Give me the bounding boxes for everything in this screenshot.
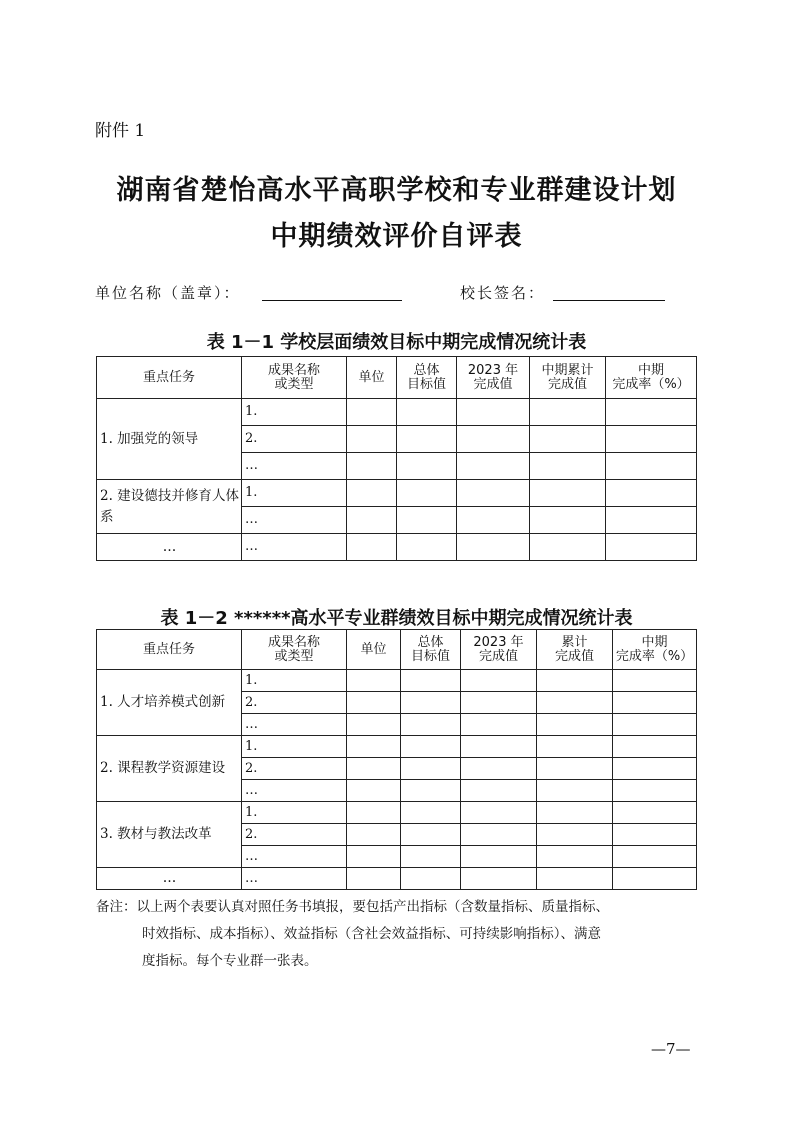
value-cell[interactable]: [613, 824, 697, 846]
table-row: [97, 868, 697, 890]
column-header: 中期累计 完成值: [530, 357, 606, 399]
value-cell[interactable]: [397, 480, 457, 507]
outcome-cell[interactable]: 2.: [242, 426, 347, 453]
column-header: 成果名称 或类型: [242, 357, 347, 399]
value-cell[interactable]: [537, 780, 613, 802]
column-header: 中期 完成率（%）: [606, 357, 697, 399]
outcome-cell[interactable]: 2.: [242, 758, 347, 780]
value-cell[interactable]: [347, 670, 401, 692]
document-title-line2: 中期绩效评价自评表: [270, 221, 523, 252]
header-row: [97, 630, 697, 670]
value-cell[interactable]: [347, 534, 397, 561]
remarks: [96, 894, 701, 975]
key-task-cell: 2. 课程教学资源建设: [97, 736, 242, 802]
value-cell[interactable]: [461, 846, 537, 868]
value-cell[interactable]: [401, 780, 461, 802]
outcome-cell[interactable]: 1.: [242, 399, 347, 426]
value-cell[interactable]: [347, 692, 401, 714]
value-cell[interactable]: [347, 453, 397, 480]
column-header: 单位: [347, 630, 401, 670]
remarks-line3: 度指标。每个专业群一张表。: [142, 953, 318, 969]
value-cell[interactable]: [401, 846, 461, 868]
outcome-cell[interactable]: …: [242, 846, 347, 868]
value-cell[interactable]: [347, 824, 401, 846]
value-cell[interactable]: [530, 453, 606, 480]
value-cell[interactable]: [457, 534, 530, 561]
value-cell[interactable]: [457, 399, 530, 426]
column-header: 累计 完成值: [537, 630, 613, 670]
value-cell[interactable]: [397, 453, 457, 480]
value-cell[interactable]: [457, 426, 530, 453]
value-cell[interactable]: [613, 670, 697, 692]
unit-name-blank[interactable]: [262, 300, 402, 301]
value-cell[interactable]: [537, 692, 613, 714]
value-cell[interactable]: [401, 714, 461, 736]
value-cell[interactable]: [401, 692, 461, 714]
remarks-line1: 备注：以上两个表要认真对照任务书填报，要包括产出指标（含数量指标、质量指标、: [96, 899, 609, 915]
table-row: [97, 670, 697, 692]
header-row: [97, 357, 697, 399]
value-cell[interactable]: [401, 824, 461, 846]
value-cell[interactable]: [457, 480, 530, 507]
page-number: —7—: [651, 1040, 691, 1058]
column-header: 2023 年 完成值: [461, 630, 537, 670]
value-cell[interactable]: [537, 736, 613, 758]
value-cell[interactable]: [530, 534, 606, 561]
value-cell[interactable]: [401, 758, 461, 780]
value-cell[interactable]: [613, 714, 697, 736]
outcome-cell[interactable]: …: [242, 868, 347, 890]
value-cell[interactable]: [397, 534, 457, 561]
value-cell[interactable]: [537, 868, 613, 890]
value-cell[interactable]: [613, 868, 697, 890]
table-row: [97, 534, 697, 561]
value-cell[interactable]: [613, 758, 697, 780]
column-header: 中期 完成率（%）: [613, 630, 697, 670]
key-task-cell: …: [97, 534, 242, 561]
value-cell[interactable]: [613, 802, 697, 824]
value-cell[interactable]: [347, 758, 401, 780]
value-cell[interactable]: [461, 802, 537, 824]
column-header: 总体 目标值: [401, 630, 461, 670]
school-level-table: [96, 356, 697, 561]
value-cell[interactable]: [613, 692, 697, 714]
value-cell[interactable]: [461, 758, 537, 780]
attachment-label: 附件 1: [95, 121, 146, 141]
outcome-cell[interactable]: …: [242, 780, 347, 802]
value-cell[interactable]: [347, 846, 401, 868]
value-cell[interactable]: [397, 507, 457, 534]
key-task-cell: 1. 加强党的领导: [97, 399, 242, 480]
remarks-line2: 时效指标、成本指标）、效益指标（含社会效益指标、可持续影响指标）、满意: [142, 926, 601, 942]
column-header: 重点任务: [97, 357, 242, 399]
value-cell[interactable]: [461, 824, 537, 846]
value-cell[interactable]: [461, 670, 537, 692]
value-cell[interactable]: [347, 736, 401, 758]
outcome-cell[interactable]: 1.: [242, 480, 347, 507]
value-cell[interactable]: [457, 453, 530, 480]
value-cell[interactable]: [537, 824, 613, 846]
value-cell[interactable]: [537, 758, 613, 780]
value-cell[interactable]: [613, 780, 697, 802]
table-row: [97, 802, 697, 824]
value-cell[interactable]: [606, 534, 697, 561]
value-cell[interactable]: [347, 399, 397, 426]
value-cell[interactable]: [401, 802, 461, 824]
value-cell[interactable]: [401, 736, 461, 758]
column-header: 总体 目标值: [397, 357, 457, 399]
key-task-cell: …: [97, 868, 242, 890]
value-cell[interactable]: [397, 399, 457, 426]
principal-signature-blank[interactable]: [553, 300, 665, 301]
key-task-cell: 3. 教材与教法改革: [97, 802, 242, 868]
value-cell[interactable]: [530, 399, 606, 426]
value-cell[interactable]: [347, 714, 401, 736]
value-cell[interactable]: [347, 480, 397, 507]
outcome-cell[interactable]: 2.: [242, 692, 347, 714]
value-cell[interactable]: [347, 780, 401, 802]
value-cell[interactable]: [401, 670, 461, 692]
specialty-group-table: [96, 629, 697, 890]
value-cell[interactable]: [347, 507, 397, 534]
value-cell[interactable]: [461, 780, 537, 802]
principal-signature-label: 校长签名：: [460, 284, 546, 302]
outcome-cell[interactable]: 1.: [242, 736, 347, 758]
value-cell[interactable]: [606, 507, 697, 534]
value-cell[interactable]: [461, 868, 537, 890]
value-cell[interactable]: [537, 714, 613, 736]
document-title-line1: 湖南省楚怡高水平高职学校和专业群建设计划: [116, 175, 677, 206]
value-cell[interactable]: [347, 802, 401, 824]
table-row: [97, 480, 697, 507]
value-cell[interactable]: [461, 736, 537, 758]
outcome-cell[interactable]: …: [242, 453, 347, 480]
table-row: [97, 399, 697, 426]
key-task-cell: 1. 人才培养模式创新: [97, 670, 242, 736]
table-row: [97, 736, 697, 758]
value-cell[interactable]: [537, 846, 613, 868]
value-cell[interactable]: [613, 846, 697, 868]
value-cell[interactable]: [613, 736, 697, 758]
value-cell[interactable]: [606, 480, 697, 507]
key-task-cell: 2. 建设德技并修育人体系: [97, 480, 242, 534]
column-header: 2023 年 完成值: [457, 357, 530, 399]
value-cell[interactable]: [530, 426, 606, 453]
value-cell[interactable]: [457, 507, 530, 534]
value-cell[interactable]: [401, 868, 461, 890]
value-cell[interactable]: [606, 426, 697, 453]
value-cell[interactable]: [397, 426, 457, 453]
column-header: 成果名称 或类型: [242, 630, 347, 670]
outcome-cell[interactable]: …: [242, 507, 347, 534]
value-cell[interactable]: [347, 868, 401, 890]
value-cell[interactable]: [461, 692, 537, 714]
value-cell[interactable]: [530, 507, 606, 534]
column-header: 重点任务: [97, 630, 242, 670]
unit-name-label: 单位名称（盖章）：: [95, 284, 241, 302]
value-cell[interactable]: [537, 670, 613, 692]
value-cell[interactable]: [461, 714, 537, 736]
value-cell[interactable]: [606, 399, 697, 426]
outcome-cell[interactable]: …: [242, 714, 347, 736]
outcome-cell[interactable]: …: [242, 534, 347, 561]
table1-caption: 表 1－1 学校层面绩效目标中期完成情况统计表: [206, 332, 587, 353]
outcome-cell[interactable]: 1.: [242, 802, 347, 824]
table2-caption: 表 1－2 ******高水平专业群绩效目标中期完成情况统计表: [160, 608, 633, 629]
column-header: 单位: [347, 357, 397, 399]
value-cell[interactable]: [530, 480, 606, 507]
value-cell[interactable]: [347, 426, 397, 453]
value-cell[interactable]: [606, 453, 697, 480]
outcome-cell[interactable]: 1.: [242, 670, 347, 692]
value-cell[interactable]: [537, 802, 613, 824]
outcome-cell[interactable]: 2.: [242, 824, 347, 846]
